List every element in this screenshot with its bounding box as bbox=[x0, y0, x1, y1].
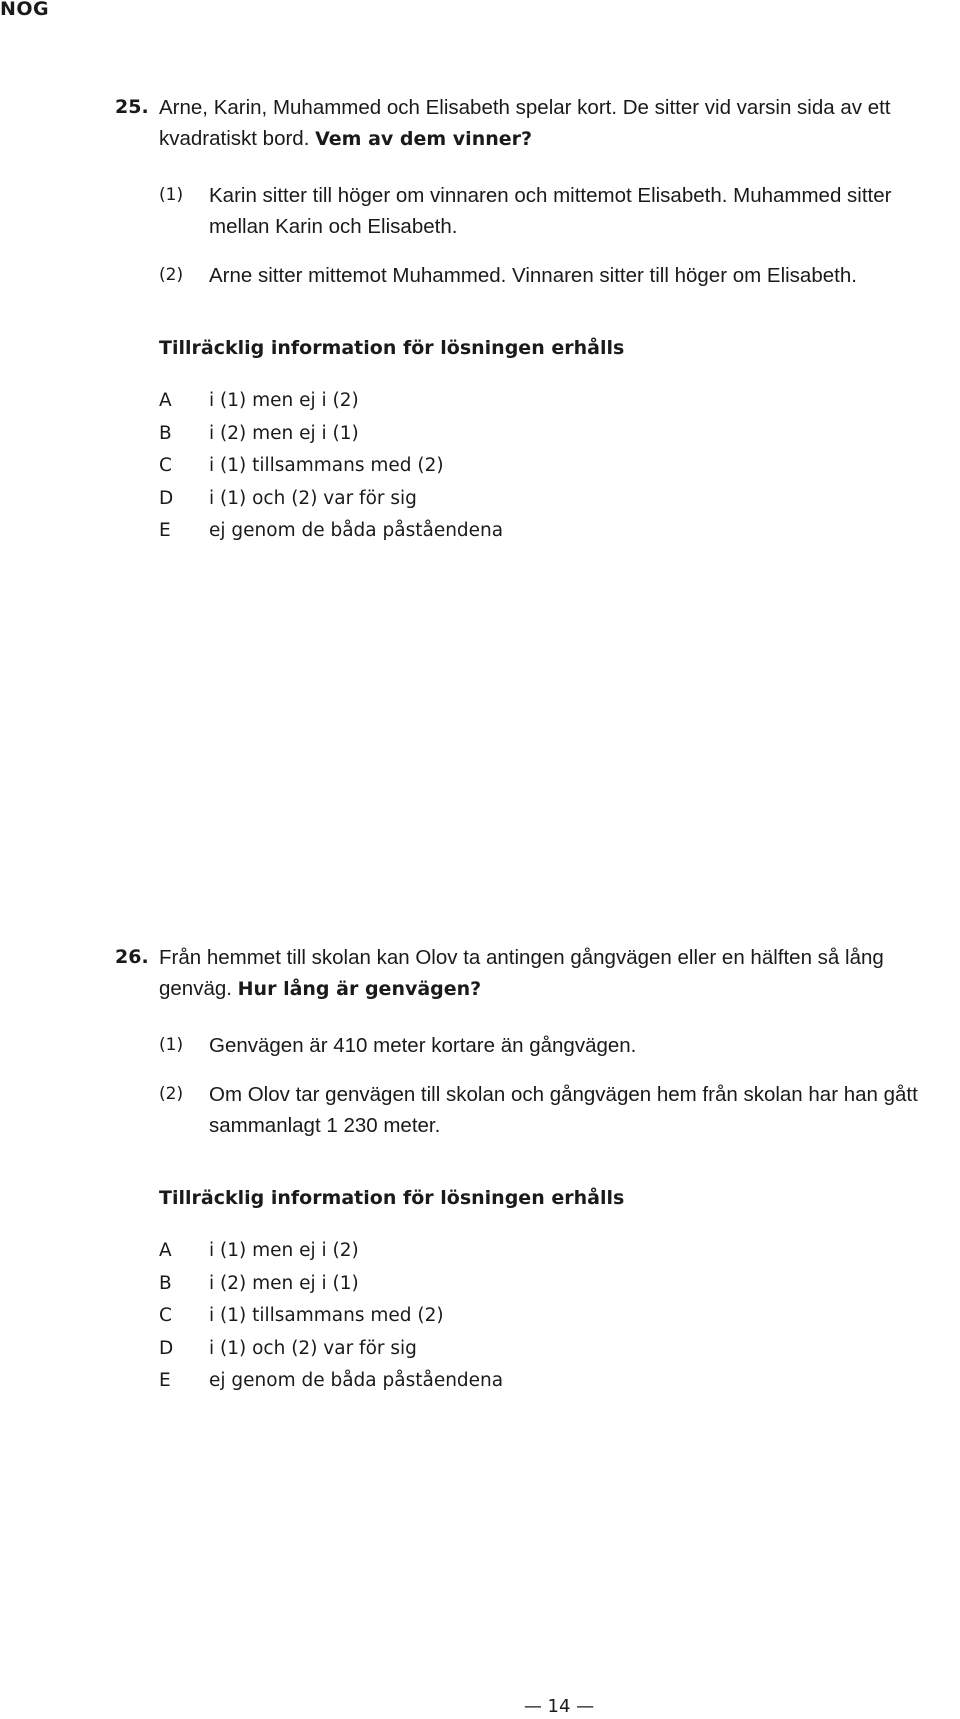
option-letter: D bbox=[159, 487, 174, 509]
answer-option-e[interactable] bbox=[159, 1365, 945, 1398]
answer-option-b[interactable] bbox=[159, 1268, 945, 1301]
option-text: ej genom de båda påståendena bbox=[209, 1370, 504, 1391]
question-26 bbox=[115, 942, 945, 1398]
statement-1 bbox=[159, 1030, 945, 1061]
statement-list bbox=[159, 180, 945, 291]
answer-option-a[interactable] bbox=[159, 385, 945, 418]
option-letter: C bbox=[159, 1305, 172, 1326]
question-premise: Från hemmet till skolan kan Olov ta antingen gångvägen eller en hälften så lång genväg. bbox=[159, 946, 884, 1000]
question-prompt: Hur lång är genvägen? bbox=[237, 978, 482, 1000]
option-text: i (1) tillsammans med (2) bbox=[209, 1305, 444, 1326]
question-premise: Arne, Karin, Muhammed och Elisabeth spelar kort. De sitter vid varsin sida av ett kvadratiskt bord. bbox=[159, 96, 891, 150]
option-letter: B bbox=[159, 422, 172, 444]
option-text: i (1) men ej i (2) bbox=[209, 1240, 359, 1261]
statement-1 bbox=[159, 180, 945, 242]
option-text: i (2) men ej i (1) bbox=[209, 1272, 359, 1294]
question-stem bbox=[115, 942, 945, 1005]
answer-option-e[interactable] bbox=[159, 515, 945, 548]
statement-list bbox=[159, 1030, 945, 1141]
answer-options bbox=[159, 385, 945, 548]
statement-number: (1) bbox=[159, 1035, 184, 1055]
answer-option-b[interactable] bbox=[159, 418, 945, 451]
answer-instruction: Tillräcklig information för lösningen erhålls bbox=[159, 337, 625, 359]
answer-option-a[interactable] bbox=[159, 1235, 945, 1268]
option-text: i (1) och (2) var för sig bbox=[209, 1337, 417, 1359]
answer-instruction: Tillräcklig information för lösningen erhålls bbox=[159, 1187, 625, 1209]
question-stem bbox=[115, 92, 945, 155]
answer-options bbox=[159, 1235, 945, 1398]
option-letter: C bbox=[159, 455, 172, 476]
statement-2 bbox=[159, 1079, 945, 1141]
statement-number: (2) bbox=[159, 1084, 184, 1104]
question-number: 26. bbox=[115, 946, 149, 968]
option-letter: A bbox=[159, 390, 172, 411]
page-number: — 14 — bbox=[523, 1696, 595, 1717]
statement-text: Karin sitter till höger om vinnaren och mittemot Elisabeth. Muhammed sitter mellan Karin och Elisabeth. bbox=[209, 184, 892, 238]
option-text: ej genom de båda påståendena bbox=[209, 520, 504, 541]
question-number: 25. bbox=[115, 96, 149, 118]
question-prompt: Vem av dem vinner? bbox=[315, 128, 533, 150]
statement-number: (2) bbox=[159, 265, 184, 285]
option-letter: B bbox=[159, 1272, 172, 1294]
question-text bbox=[159, 92, 945, 155]
statement-text: Arne sitter mittemot Muhammed. Vinnaren sitter till höger om Elisabeth. bbox=[209, 264, 857, 287]
statement-2 bbox=[159, 260, 945, 291]
answer-option-c[interactable] bbox=[159, 450, 945, 483]
section-tag: NOG bbox=[0, 0, 50, 20]
answer-option-c[interactable] bbox=[159, 1300, 945, 1333]
statement-text: Om Olov tar genvägen till skolan och gångvägen hem från skolan har han gått sammanlagt 1 230 meter. bbox=[209, 1083, 918, 1137]
answer-option-d[interactable] bbox=[159, 1333, 945, 1366]
option-letter: D bbox=[159, 1337, 174, 1359]
option-text: i (2) men ej i (1) bbox=[209, 422, 359, 444]
statement-number: (1) bbox=[159, 185, 184, 205]
option-letter: E bbox=[159, 1370, 171, 1391]
option-letter: E bbox=[159, 520, 171, 541]
answer-option-d[interactable] bbox=[159, 483, 945, 516]
statement-text: Genvägen är 410 meter kortare än gångvägen. bbox=[209, 1034, 637, 1057]
option-letter: A bbox=[159, 1240, 172, 1261]
option-text: i (1) och (2) var för sig bbox=[209, 487, 417, 509]
question-text bbox=[159, 942, 945, 1005]
question-25 bbox=[115, 92, 945, 548]
option-text: i (1) tillsammans med (2) bbox=[209, 455, 444, 476]
option-text: i (1) men ej i (2) bbox=[209, 390, 359, 411]
